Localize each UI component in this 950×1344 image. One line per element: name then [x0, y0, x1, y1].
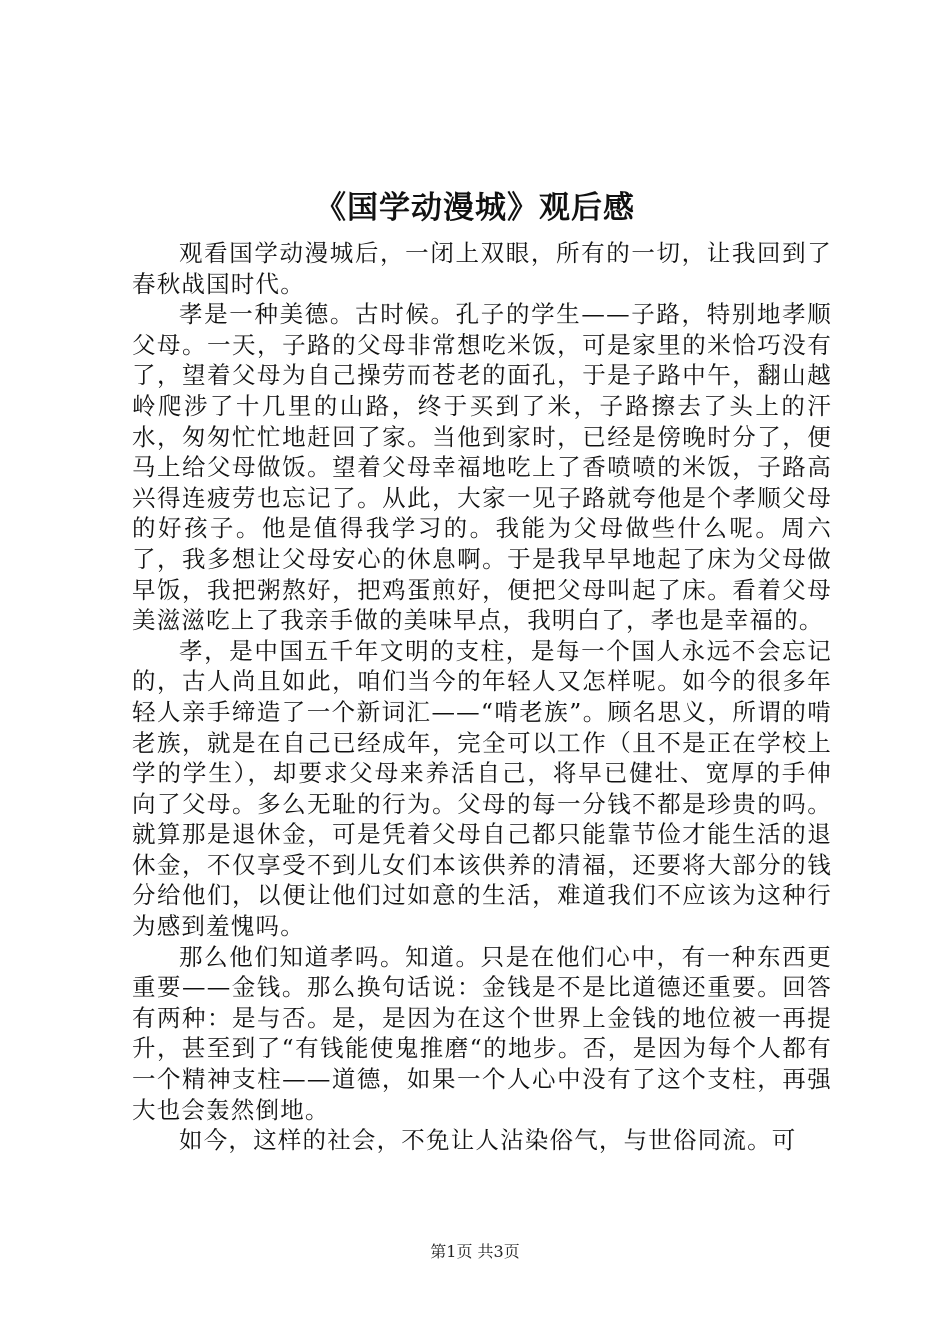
page-number-footer: 第1页 共3页: [430, 1242, 520, 1261]
document-body: [132, 238, 832, 1156]
paragraph-5: 如今，这样的社会，不免让人沾染俗气，与世俗同流。可: [179, 1126, 797, 1155]
paragraph-2: 孝是一种美德。古时候。孔子的学生——子路，特别地孝顺父母。一天，子路的父母非常想吃米饭，可是家里的米恰巧没有了，望着父母为自己操劳而苍老的面孔，于是子路中午，翻山越岭爬涉了十几里的山路，终于买到了米，子路擦去了头上的汗水，匆匆忙忙地赶回了家。当他到家时，已经是傍晚时分了，便马上给父母做饭。望着父母幸福地吃上了香喷喷的米饭，子路高兴得连疲劳也忘记了。从此，大家一见子路就夸他是个孝顺父母的好孩子。他是值得我学习的。我能为父母做些什么呢。周六了，我多想让父母安心的休息啊。于是我早早地起了床为父母做早饭，我把粥熬好，把鸡蛋煎好，便把父母叫起了床。看着父母美滋滋吃上了我亲手做的美味早点，我明白了，孝也是幸福的。: [132, 300, 832, 635]
paragraph-3: 孝，是中国五千年文明的支柱，是每一个国人永远不会忘记的，古人尚且如此，咱们当今的年轻人又怎样呢。如今的很多年轻人亲手缔造了一个新词汇——“啃老族”。顾名思义，所谓的啃老族，就是在自己已经成年，完全可以工作（且不是正在学校上学的学生），却要求父母来养活自己，将早已健壮、宽厚的手伸向了父母。多么无耻的行为。父母的每一分钱不都是珍贵的吗。就算那是退休金，可是凭着父母自己都只能靠节俭才能生活的退休金，不仅享受不到儿女们本该供养的清福，还要将大部分的钱分给他们，以便让他们过如意的生活，难道我们不应该为这种行为感到羞愧吗。: [132, 636, 832, 941]
document-title: 《国学动漫城》观后感: [315, 190, 635, 226]
paragraph-1: 观看国学动漫城后，一闭上双眼，所有的一切，让我回到了春秋战国时代。: [132, 239, 832, 298]
paragraph-4: 那么他们知道孝吗。知道。只是在他们心中，有一种东西更重要——金钱。那么换句话说：金钱是不是比道德还重要。回答有两种：是与否。是，是因为在这个世界上金钱的地位被一再提升，甚至到了“有钱能使鬼推磨“的地步。否，是因为每个人都有一个精神支柱——道德，如果一个人心中没有了这个支柱，再强大也会轰然倒地。: [132, 942, 832, 1124]
